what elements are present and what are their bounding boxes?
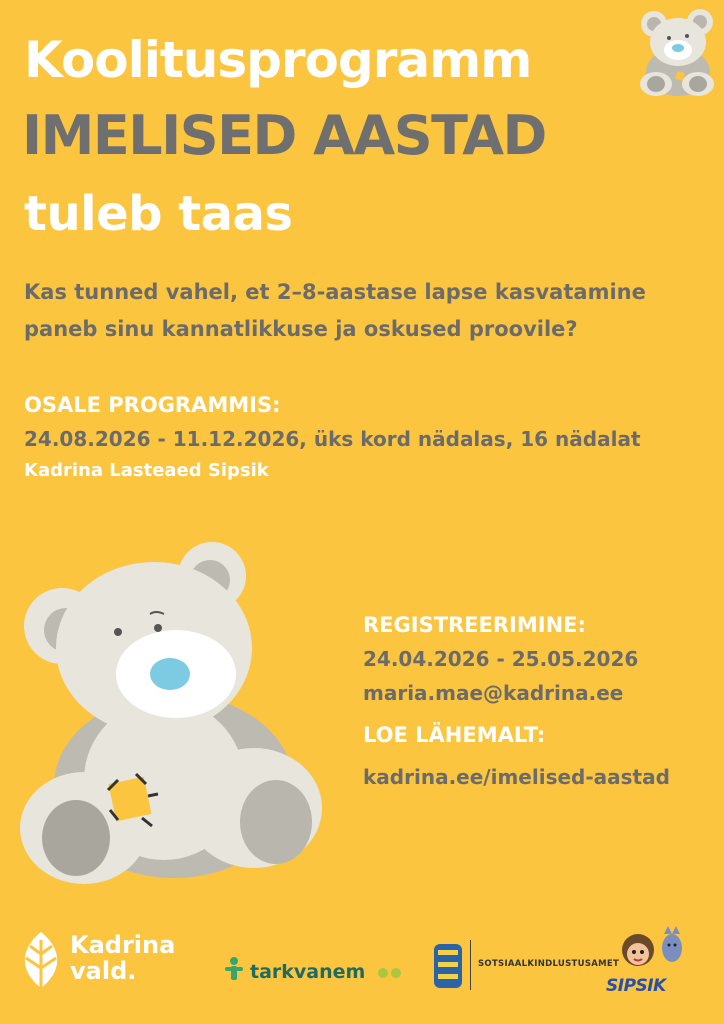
title-line-2: IMELISED AASTAD [22,104,546,167]
intro-question: Kas tunned vahel, et 2–8-aastase lapse kasvatamine paneb sinu kannatlikkuse ja oskused proovile? [24,280,646,341]
teddy-bear-illustration [14,518,334,898]
participate-heading: OSALE PROGRAMMIS: [24,393,281,417]
logo-divider [470,940,471,990]
participate-block [24,390,641,490]
kadrina-line-1: Kadrina [70,931,176,959]
kadrina-line-2: vald. [70,957,137,985]
sipsik-doll-icon [606,926,696,982]
sipsik-logo-text: SIPSIK [606,976,666,996]
sotsiaalkindlustusamet-text: SOTSIAALKINDLUSTUSAMET [478,959,620,969]
more-info-link[interactable]: kadrina.ee/imelised-aastad [363,765,670,789]
person-icon [222,956,246,984]
registration-dates: 24.04.2026 - 25.05.2026 [363,647,639,671]
registration-email[interactable]: maria.mae@kadrina.ee [363,681,624,705]
tarkvanem-logo-text: tarkvanem [250,961,366,983]
title-line-3: tuleb taas [24,186,293,242]
coat-of-arms-icon [432,942,464,992]
dots-icon [376,966,406,980]
more-info-heading: LOE LÄHEMALT: [363,723,546,747]
title-line-1: Koolitusprogramm [24,31,532,89]
participate-location: Kadrina Lasteaed Sipsik [24,460,269,481]
leaf-icon [16,930,66,994]
teddy-bear-small-icon [636,6,720,98]
registration-block [363,610,670,796]
kadrina-logo-text [70,932,175,984]
participate-dates: 24.08.2026 - 11.12.2026, üks kord nädalas, 16 nädalat [24,427,641,451]
footer-logos [0,920,724,1024]
registration-heading: REGISTREERIMINE: [363,613,586,637]
